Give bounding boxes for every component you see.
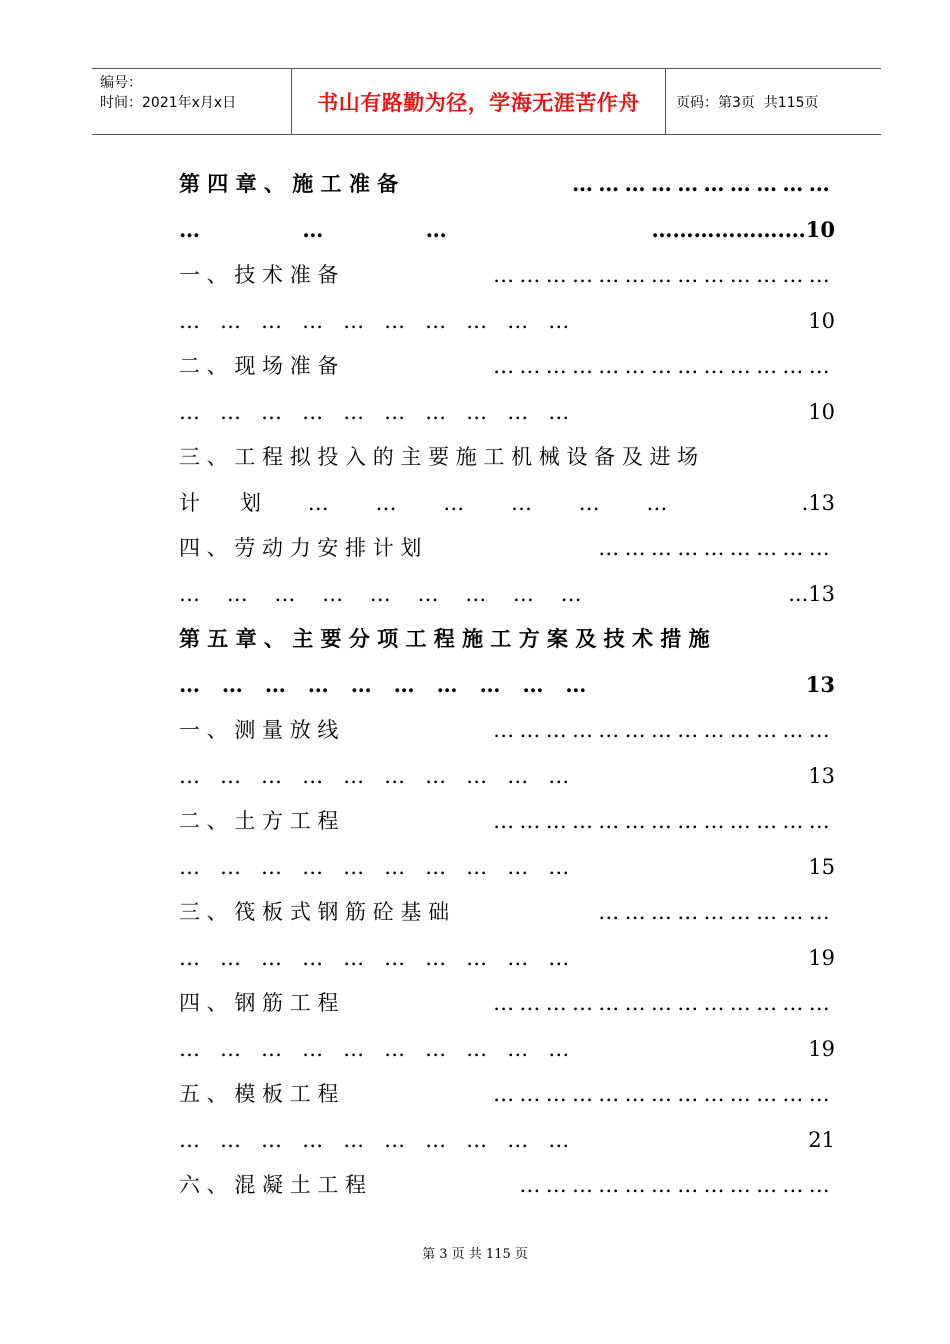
toc-page-number: ...13	[788, 581, 835, 606]
toc-leader-dots-continued: … … … … … … … … … …	[179, 1127, 570, 1152]
toc-entry-title-line[interactable]	[179, 260, 835, 290]
toc-entry-page-line	[179, 215, 835, 245]
toc-page-number: ……………….…10	[651, 216, 835, 242]
toc-entry-label: 四 、 劳 动 力 安 排 计 划	[179, 536, 422, 560]
toc-leader-dots-continued: … … … … … … … … … …	[179, 763, 570, 788]
header-page-info: 页码：第3页 共115页	[676, 94, 819, 111]
toc-leader-dots: …………………………………	[493, 718, 835, 742]
toc-leader-dots-continued: … … … … … … … … … …	[179, 308, 570, 333]
toc-leader-dots: …………………………………	[493, 1082, 835, 1106]
toc-entry-label: 一 、 测 量 放 线	[179, 718, 339, 742]
toc-entry-title-line[interactable]	[179, 1079, 835, 1109]
header-motto: 书山有路勤为径，学海无涯苦作舟	[292, 69, 666, 134]
toc-entry-label: 一 、 技 术 准 备	[179, 263, 339, 287]
toc-entry-title-line[interactable]	[179, 988, 835, 1018]
toc-leader-dots-continued: … … … … … … … … … …	[179, 671, 587, 697]
toc-entry-title-line[interactable]	[179, 442, 835, 472]
toc-leader-dots: …………………………………	[493, 809, 835, 833]
toc-entry-label: 二 、 现 场 准 备	[179, 354, 339, 378]
toc-entry-page-line	[179, 670, 835, 700]
toc-entry-page-line	[179, 397, 835, 427]
toc-page-number: 13	[808, 763, 835, 788]
toc-entry-page-line	[179, 306, 835, 336]
document-header	[92, 68, 881, 135]
toc-entry-label: 六 、 混 凝 土 工 程	[179, 1173, 367, 1197]
toc-leader-dots-continued: … … … … … … … … … …	[179, 945, 570, 970]
toc-leader-dots-continued: … … … … … … … … … …	[179, 1036, 570, 1061]
toc-entry-label: 三 、 工 程 拟 投 入 的 主 要 施 工 机 械 设 备 及 进 场	[179, 445, 699, 469]
toc-entry-title-line[interactable]	[179, 624, 835, 654]
toc-leader-dots-continued: 计 划 … … … … … …	[179, 490, 668, 515]
toc-leader-dots: …………………………………	[493, 263, 835, 287]
toc-entry-page-line	[179, 488, 835, 518]
toc-leader-dots-continued: … … …	[179, 216, 447, 242]
number-label: 编号：	[100, 75, 142, 91]
toc-entry-page-line	[179, 852, 835, 882]
toc-leader-dots: …………………………………	[493, 354, 835, 378]
toc-entry-title-line[interactable]	[179, 351, 835, 381]
toc-page-number: 10	[808, 399, 835, 424]
toc-entry-title-line[interactable]	[179, 715, 835, 745]
toc-entry-label: 四 、 钢 筋 工 程	[179, 991, 339, 1015]
toc-entry-label: 三 、 筏 板 式 钢 筋 砼 基 础	[179, 900, 450, 924]
toc-entry-label: 第 五 章 、 主 要 分 项 工 程 施 工 方 案 及 技 术 措 施	[179, 626, 710, 651]
toc-page-number: 21	[808, 1127, 835, 1152]
toc-entry-title-line[interactable]	[179, 533, 835, 563]
toc-page-number: 13	[805, 671, 835, 697]
toc-leader-dots: ………………………	[598, 536, 835, 560]
toc-leader-dots: ………………………………	[519, 1173, 835, 1197]
toc-entry-page-line	[179, 943, 835, 973]
toc-leader-dots: …………………………	[572, 171, 835, 196]
toc-entry-label: 五 、 模 板 工 程	[179, 1082, 339, 1106]
toc-page-number: 15	[808, 854, 835, 879]
toc-page-number: 19	[808, 1036, 835, 1061]
toc-leader-dots: ………………………	[598, 900, 835, 924]
header-meta-cell	[92, 69, 292, 134]
toc-page-number: .13	[801, 490, 835, 515]
toc-leader-dots-continued: … … … … … … … … … …	[179, 399, 570, 424]
toc-leader-dots-continued: … … … … … … … … … …	[179, 854, 570, 879]
toc-entry-title-line[interactable]	[179, 169, 835, 199]
toc-entry-page-line	[179, 1034, 835, 1064]
toc-leader-dots: …………………………………	[493, 991, 835, 1015]
date-line: 时间：2021年x月x日	[100, 95, 237, 111]
toc-entry-label: 二 、 土 方 工 程	[179, 809, 339, 833]
toc-entry-page-line	[179, 761, 835, 791]
toc-leader-dots-continued: … … … … … … … … …	[179, 581, 582, 606]
toc-entry-title-line[interactable]	[179, 806, 835, 836]
toc-entry-title-line[interactable]	[179, 1170, 835, 1200]
toc-page-number: 19	[808, 945, 835, 970]
toc-entry-label: 第 四 章 、 施 工 准 备	[179, 171, 399, 196]
page-footer: 第 3 页 共 115 页	[422, 1247, 528, 1262]
toc-entry-title-line[interactable]	[179, 897, 835, 927]
toc-entry-page-line	[179, 1125, 835, 1155]
toc-entry-page-line	[179, 579, 835, 609]
toc-page-number: 10	[808, 308, 835, 333]
